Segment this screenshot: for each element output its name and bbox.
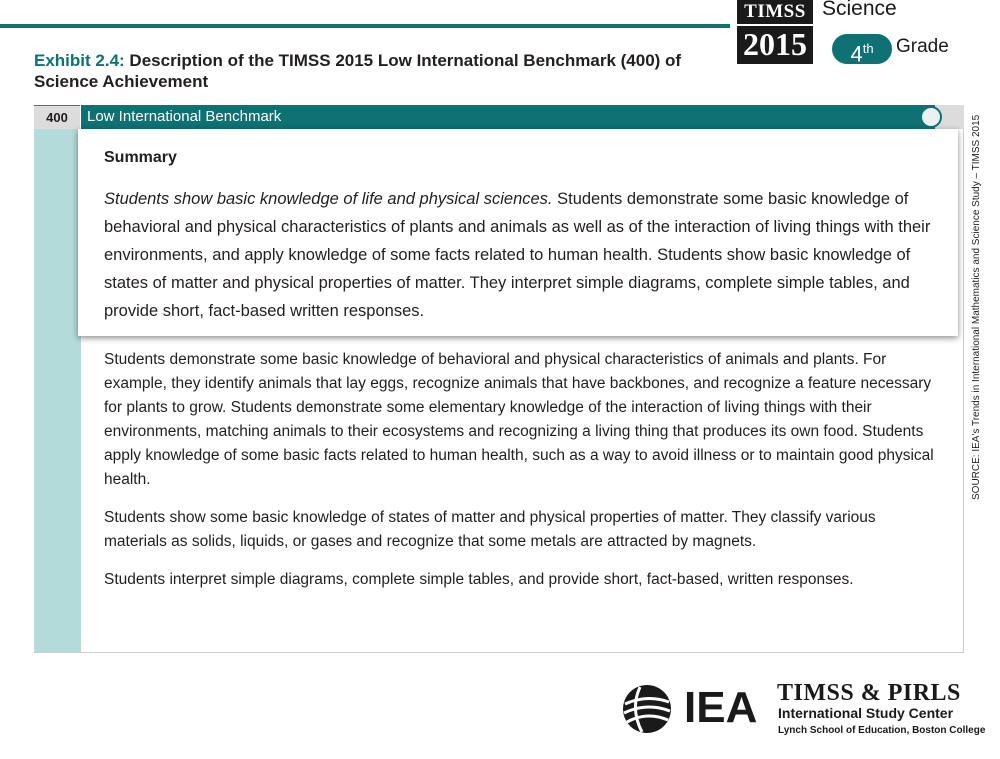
paragraph-life-science: Students demonstrate some basic knowledge of behavioral and physical characteristics of animals and plants. For example, they identify animals that lay eggs, recognize animals that have backbones, and recognize a feature necessary for plants to grow. Students demonstrate some elementary knowledge of the interaction of living things with their environments, matching animals to their ecosystems and recognizing a living thing that produces its own food. Students apply knowledge of some basic facts related to human health, such as a way to avoid illness or to maintain good physical health. xyxy=(104,351,934,488)
benchmark-score: 400 xyxy=(34,105,80,129)
iea-logo-text: IEA xyxy=(684,683,758,732)
grade-suffix: th xyxy=(862,41,874,56)
benchmark-name: Low International Benchmark xyxy=(81,105,935,129)
grade-number: 4 xyxy=(850,41,863,67)
paragraph-skills: Students interpret simple diagrams, complete simple tables, and provide short, fact-based, written responses. xyxy=(104,571,854,588)
summary-lead: Students show basic knowledge of life and physical sciences. xyxy=(104,190,553,208)
summary-body: Students demonstrate some basic knowledge of behavioral and physical characteristics of plants and animals as well as of the interaction of living things with their environments, and apply knowledge of some facts related to human health. Students show basic knowledge of states of matter and physical properties of matter. They interpret simple diagrams, complete simple tables, and provide short, fact-based written responses. xyxy=(104,190,931,320)
benchmark-header xyxy=(34,105,964,129)
logo-line-2: 2015 xyxy=(743,26,807,62)
timss-2015-logo xyxy=(737,0,813,64)
study-center-label: International Study Center xyxy=(778,705,954,721)
bottom-rule xyxy=(34,652,964,653)
source-note xyxy=(972,100,992,500)
logo-line-1: TIMSS xyxy=(737,0,813,26)
grade-label: Grade xyxy=(896,36,949,57)
grade-badge xyxy=(832,34,892,67)
paragraph-physical-science: Students show some basic knowledge of states of matter and physical properties of matter. They classify various materials as solids, liquids, or gases and recognize that some metals are attracted by magnets. xyxy=(104,509,876,550)
summary-text xyxy=(104,185,944,325)
summary-heading: Summary xyxy=(104,149,177,166)
timss-pirls-title: TIMSS & PIRLS xyxy=(777,680,961,706)
top-rule xyxy=(0,24,730,28)
page-title xyxy=(34,50,734,92)
side-column xyxy=(34,129,81,653)
source-text: SOURCE: IEA's Trends in International Mathematics and Science Study – TIMSS 2015 xyxy=(971,114,982,500)
globe-icon xyxy=(622,684,672,734)
subject-label: Science xyxy=(822,0,897,20)
exhibit-title: Description of the TIMSS 2015 Low International Benchmark (400) of Science Achievement xyxy=(34,51,682,91)
summary-card xyxy=(78,129,958,336)
exhibit-label: Exhibit 2.4: xyxy=(34,51,125,70)
circle-icon xyxy=(920,106,942,128)
benchmark-description xyxy=(104,348,934,606)
school-label: Lynch School of Education, Boston College xyxy=(778,725,986,736)
